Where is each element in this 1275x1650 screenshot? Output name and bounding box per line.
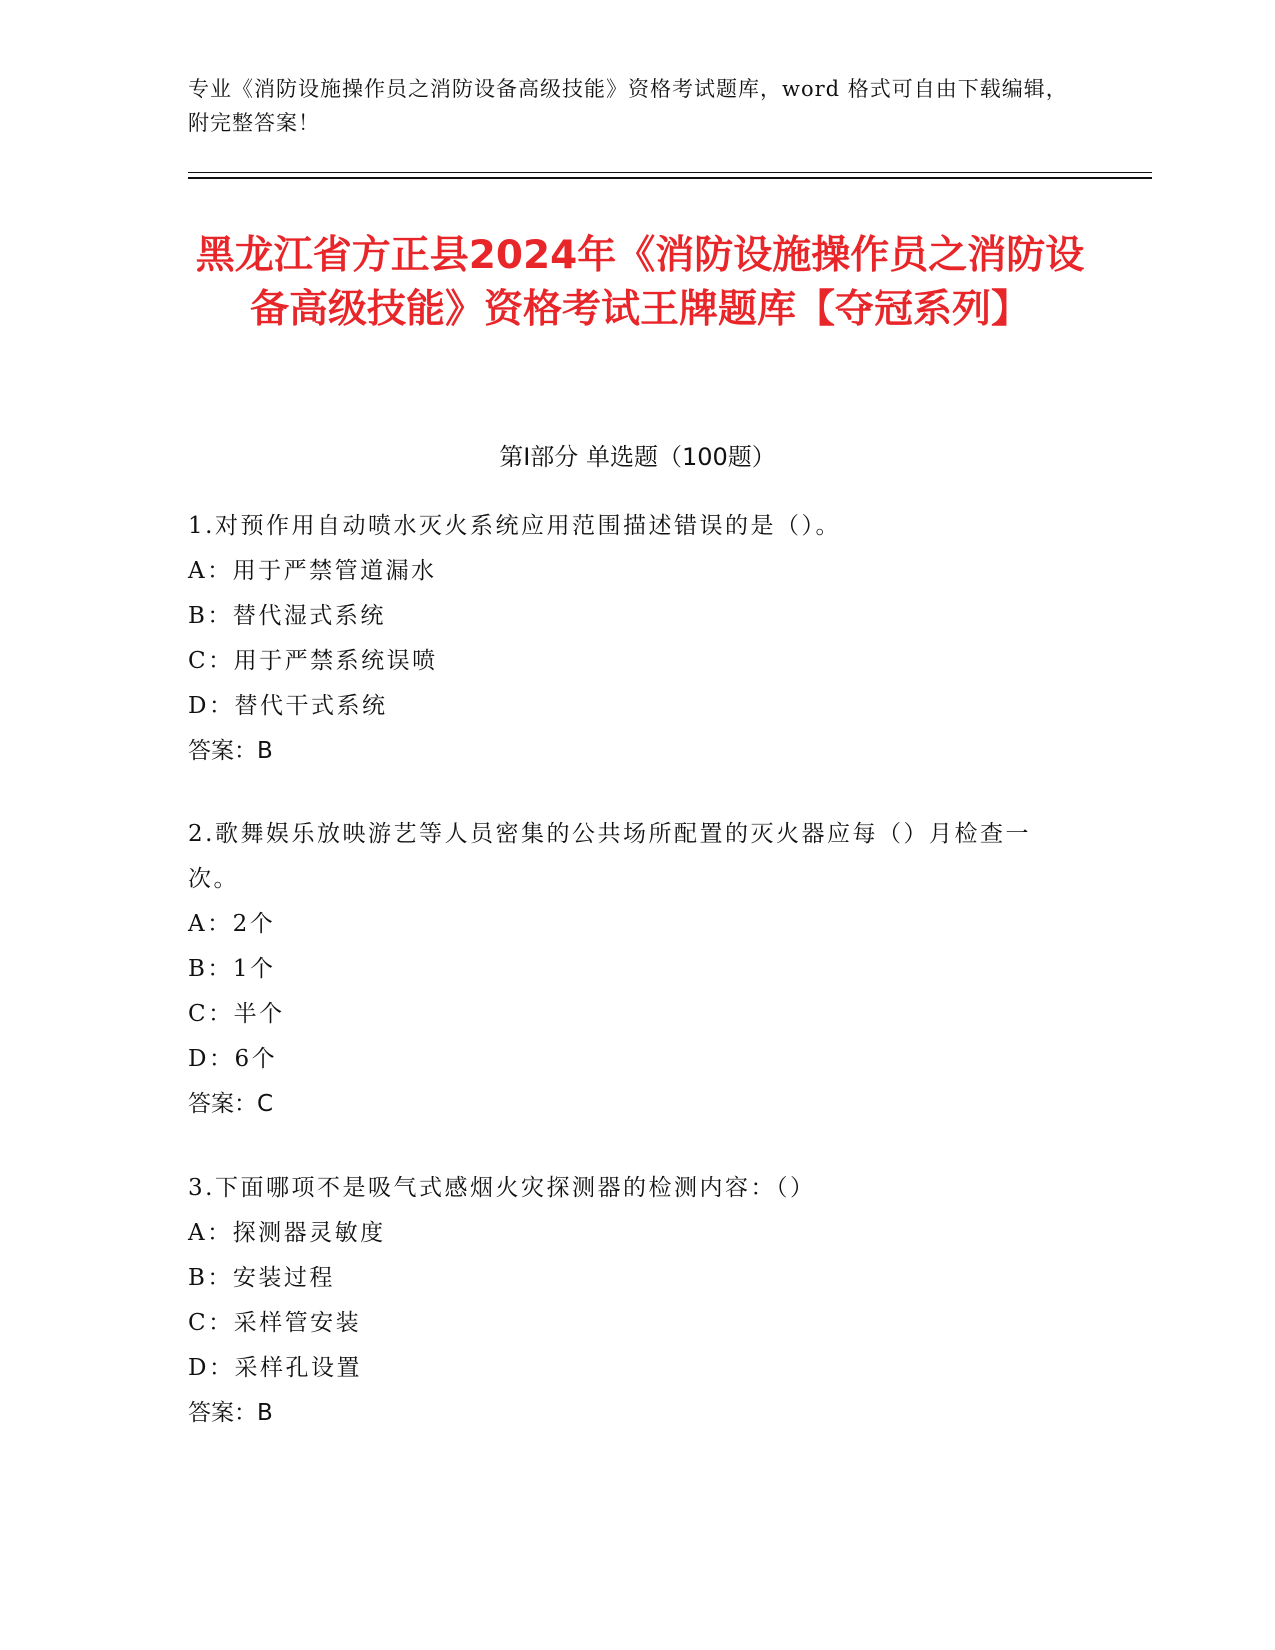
question-stem: 3.下面哪项不是吸气式感烟火灾探测器的检测内容：（）	[188, 1175, 816, 1201]
option-c: C：用于严禁系统误喷	[188, 648, 438, 674]
section-heading: 第Ⅰ部分 单选题（100题）	[499, 443, 776, 471]
option-b: B：1个	[188, 956, 276, 982]
option-b: B：安装过程	[188, 1265, 335, 1291]
question-1	[188, 504, 1068, 774]
document-title: 黑龙江省方正县2024年《消防设施操作员之消防设备高级技能》资格考试王牌题库【夺冠系列】	[195, 233, 1085, 332]
option-d: D：6个	[188, 1046, 278, 1072]
header-divider-top	[188, 172, 1152, 173]
option-a: A：用于严禁管道漏水	[188, 558, 437, 584]
header-divider-bottom	[188, 177, 1152, 179]
option-d: D：替代干式系统	[188, 693, 388, 719]
header-note: 专业《消防设施操作员之消防设备高级技能》资格考试题库，word 格式可自由下载编辑，附完整答案！	[188, 77, 1068, 135]
question-stem: 1.对预作用自动喷水灭火系统应用范围描述错误的是（）。	[188, 513, 841, 539]
option-c: C：采样管安装	[188, 1310, 362, 1336]
option-a: A：探测器灵敏度	[188, 1220, 386, 1246]
question-2	[188, 812, 1068, 1127]
option-d: D：采样孔设置	[188, 1355, 362, 1381]
question-3	[188, 1166, 1068, 1436]
answer: 答案：C	[188, 1091, 274, 1117]
answer: 答案：B	[188, 738, 273, 764]
option-c: C：半个	[188, 1001, 285, 1027]
question-stem: 2.歌舞娱乐放映游艺等人员密集的公共场所配置的灭火器应每（）月检查一次。	[188, 821, 1031, 892]
option-b: B：替代湿式系统	[188, 603, 386, 629]
answer: 答案：B	[188, 1400, 273, 1426]
option-a: A：2个	[188, 911, 276, 937]
